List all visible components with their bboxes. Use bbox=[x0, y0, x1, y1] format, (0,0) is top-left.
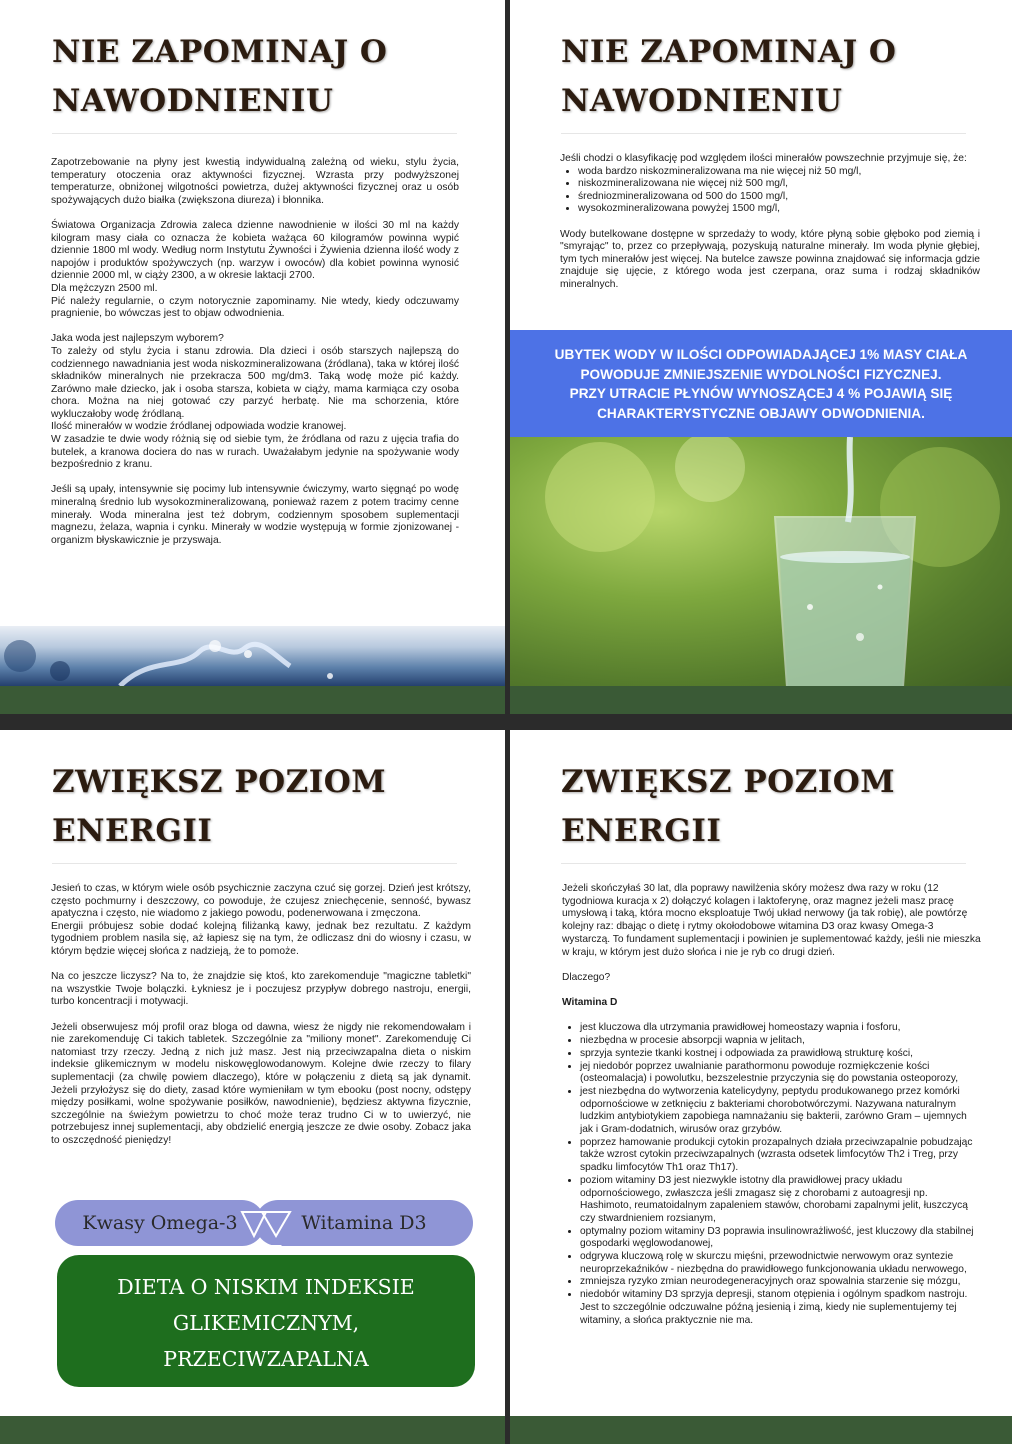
paragraph: Zapotrzebowanie na płyny jest kwestią indywidualną zależną od wieku, stylu życia, temperatury otoczenia oraz aktywności fizycznej. Wzrasta przy podwyższonej temperaturze, obniżonej wilgotności powietrza, dużej aktywności fizycznej oraz u osób spożywających dużo białka (zwiększona diureza) i błonnika. bbox=[51, 157, 459, 206]
list-item: • sprzyja syntezie tkanki kostnej i odpowiada za prawidłową strukturę kości, bbox=[580, 1048, 982, 1061]
divider bbox=[561, 863, 966, 864]
page-footer bbox=[0, 686, 505, 714]
paragraph: Dla mężczyzn 2500 ml. bbox=[51, 282, 158, 294]
list-item: • jej niedobór poprzez uwalnianie parathormonu powoduje rozmiękczenie kości (osteomalacja) i powolutku, bezszelestnie przyczynia się do powstania osteoporozy, bbox=[580, 1061, 982, 1086]
body-text bbox=[560, 153, 980, 304]
page-title bbox=[52, 28, 387, 126]
pill-label: Witamina D3 bbox=[301, 1212, 427, 1234]
paragraph: Ilość minerałów w wodzie źródlanej odpowiada wodzie kranowej. bbox=[51, 421, 347, 433]
page-footer bbox=[510, 1416, 1012, 1444]
list-item: • optymalny poziom witaminy D3 poprawia insulinowrażliwość, jest kluczowy dla stabilnej gospodarki węglowodanowej, bbox=[580, 1226, 982, 1251]
list-item: • poprzez hamowanie produkcji cytokin prozapalnych działa przeciwzapalnie pobudzając także wzrost cytokin przeciwzapalnych (wzrasta odsetek limfocytów Th2 i Treg, przy spadku limfocytów Th1 oraz Th17). bbox=[580, 1137, 982, 1175]
title-line-2: NAWODNIENIU bbox=[52, 83, 334, 119]
list-item: • poziom witaminy D3 jest niezwykle istotny dla prawidłowej pracy układu odpornościowego, zwłaszcza jeśli zmagasz się z chorobami z autoagresji np. Hashimoto, reumatoidalnym zapaleniem stawów, chorobami zapalnymi jelit, łuszczycą czy stwardnieniem rozsianym, bbox=[580, 1175, 982, 1226]
question-text: Jaka woda jest najlepszym wyborem? bbox=[51, 333, 224, 345]
paragraph: Jeśli chodzi o klasyfikację pod względem ilości minerałów powszechnie przyjmuje się, że: bbox=[560, 153, 967, 164]
page-energy-2 bbox=[510, 730, 1012, 1444]
body-text bbox=[51, 883, 471, 1160]
title-line-1: ZWIĘKSZ POZIOM bbox=[561, 764, 896, 800]
water-glass-image bbox=[510, 437, 1012, 687]
paragraph: Wody butelkowane dostępne w sprzedaży to wody, które płyną sobie głęboko pod ziemią i "smyrając" to, przez co przepływają, pozyskują naturalne minerały. Im woda płynie głębiej, tym tych minerałów jest więcej. Na butelce zawsze powinna znajdować się informacja gdzie znajduje się ujęcie, z którego woda jest czerpana, oraz suma i rodzaj składników mineralnych. bbox=[560, 228, 980, 290]
list-item: • wysokozmineralizowana powyżej 1500 mg/l, bbox=[578, 203, 980, 216]
list-item: • niskozmineralizowana nie więcej niż 500 mg/l, bbox=[578, 178, 980, 191]
title-line-1: NIE ZAPOMINAJ O bbox=[52, 34, 388, 70]
page-title bbox=[561, 758, 895, 856]
list-item: • niedobór witaminy D3 sprzyja depresji, stanom otępienia i ogólnym spadkom nastroju. Jest to szczególnie odczuwalne późną jesienią i zimą, kiedy nie suplementujemy tej witaminy, a słońca praktycznie nie ma. bbox=[580, 1289, 982, 1327]
banner-line: UBYTEK WODY W ILOŚCI ODPOWIADAJĄCEJ 1% MASY CIAŁA bbox=[554, 347, 968, 362]
page-hydration-2 bbox=[510, 0, 1012, 714]
title-line-1: ZWIĘKSZ POZIOM bbox=[52, 764, 387, 800]
mineral-classification-list bbox=[560, 166, 980, 216]
paragraph: Pić należy regularnie, o czym notorycznie zapominamy. Nie wtedy, kiedy odczuwamy pragnienie, bo wówczas jest to objaw odwodnienia. bbox=[51, 295, 459, 320]
water-splash-image bbox=[0, 626, 505, 686]
paragraph: Jeśli są upały, intensywnie się pocimy lub intensywnie ćwiczymy, warto sięgnąć po wodę mineralną średnio lub wysokozmineralizowaną, ponieważ razem z potem tracimy cenne minerały. Woda mineralna jest też dobrym, codziennym sposobem suplementacji magnezu, żelaza, wapnia i cynku. Minerały w wodzie występują w formie zjonizowanej - organizm błyskawicznie je przyswaja. bbox=[51, 484, 459, 546]
page-energy-1 bbox=[0, 730, 505, 1444]
vitamin-d-benefits-list bbox=[562, 1022, 982, 1327]
divider bbox=[52, 133, 457, 134]
omega-3-pill bbox=[55, 1200, 265, 1246]
title-line-2: ENERGII bbox=[561, 813, 722, 849]
page-footer bbox=[510, 686, 1012, 714]
paragraph: Jeżeli obserwujesz mój profil oraz bloga od dawna, wiesz że nigdy nie rekomendowałam i nie zarekomenduję Ci takich tabletek. Szczególnie za "miliony monet". Zarekomenduję Ci natomiast trzy rzeczy. Jedną z nich już masz. Jest nią przeciwzapalna dieta o niskim indeksie glikemicznym w modelu niskowęglowodanowym. Kolejne dwie rzeczy to filary suplementacji (za chwilę powiem dlaczego), które w połączeniu z dietą są jak dynamit. Jeżeli przyłożysz się do diety, zasad które wymieniłam w tym ebooku (post nocny, odstępy między posiłkami, wolne spożywanie posiłków, nawodnienie), będziesz aktywna fizycznie, szczególnie na świeżym powietrzu to choć może teraz trudno Ci w to uwierzyć, nie potrzebujesz innej suplementacji, aby obdzielić energią jeszcze ze dwie osoby. Zobacz jaka to oszczędność pieniędzy! bbox=[51, 1021, 471, 1146]
paragraph: Energii próbujesz sobie dodać kolejną filiżanką kawy, jednak bez rezultatu. Z każdym tygodniem problem nasila się, aż łapiesz się na tym, że odliczasz dni do wiosny i czasu, w którym będzie więcej słońca z nadzieją, że to pomoże. bbox=[51, 920, 471, 957]
title-line-1: NIE ZAPOMINAJ O bbox=[561, 34, 897, 70]
list-item: • średniozmineralizowana od 500 do 1500 mg/l, bbox=[578, 191, 980, 204]
page-hydration-1 bbox=[0, 0, 505, 714]
title-line-2: ENERGII bbox=[52, 813, 213, 849]
body-text bbox=[51, 157, 459, 560]
diet-line: DIETA O NISKIM INDEKSIE bbox=[117, 1275, 415, 1299]
diet-line: GLIKEMICZNYM, bbox=[172, 1311, 360, 1335]
list-item: • niezbędna w procesie absorpcji wapnia w jelitach, bbox=[580, 1035, 982, 1048]
banner-line: CHARAKTERYSTYCZNE OBJAWY ODWODNIENIA. bbox=[597, 405, 925, 421]
banner-line: POWODUJE ZMNIEJSZENIE WYDOLNOŚCI FIZYCZNEJ. bbox=[580, 366, 942, 382]
body-text bbox=[562, 883, 982, 1327]
paragraph: Jesień to czas, w którym wiele osób psychicznie zaczyna czuć się gorzej. Dzień jest krótszy, często pochmurny i deszczowy, co powoduje, że czujesz zniechęcenie, senność, bywasz apatyczna i często, nie wiadomo z jakiego powodu, podenerwowana i zmęczona. bbox=[51, 883, 471, 920]
paragraph: Na co jeszcze liczysz? Na to, że znajdzie się ktoś, kto zarekomenduje "magiczne tabletki" na wszystkie Twoje bolączki. Łykniesz je i poczujesz przypływ dobrego nastroju, energii, turbo koncentracji i motywacji. bbox=[51, 971, 471, 1008]
page-title bbox=[52, 758, 386, 856]
diet-box bbox=[57, 1255, 475, 1387]
page-footer bbox=[0, 1416, 505, 1444]
paragraph: Jeżeli skończyłaś 30 lat, dla poprawy nawilżenia skóry możesz dwa razy w roku (12 tygodniowa kuracja x 2) dołączyć kolagen i laktoferynę, oraz magnez jeżeli masz pracę umysłową i taką, która mocno eksploatuje Twój układ nerwowy (ja tak robię), ale powtórzę kolejny raz: dbając o dietę i rytmy okołodobowe witamina D3 oraz kwasy Omega-3 wystarczą. To fundament suplementacji i powinien je suplementować każdy, jeśli nie mieszka w kraju, w którym jest dużo słońca i nie je ryb co drugi dzień. bbox=[562, 883, 981, 958]
paragraph: W zasadzie te dwie wody różnią się od siebie tym, że źródlana od razu z ujęcia trafia do butelek, a kranowa dociera do nas w rurach. Uważałabym jedynie na spożywanie wody bezpośrednio z kranu. bbox=[51, 434, 459, 471]
pill-label: Kwasy Omega-3 bbox=[82, 1212, 238, 1234]
divider bbox=[52, 863, 457, 864]
dehydration-banner bbox=[510, 330, 1012, 437]
list-item: • zmniejsza ryzyko zmian neurodegeneracyjnych oraz spowalnia starzenie się mózgu, bbox=[580, 1276, 982, 1289]
list-item: • woda bardzo niskozmineralizowana ma nie więcej niż 50 mg/l, bbox=[578, 166, 980, 179]
diet-line: PRZECIWZAPALNA bbox=[163, 1347, 369, 1371]
list-item: • odgrywa kluczową rolę w skurczu mięśni, przewodnictwie nerwowym oraz syntezie neuroprzekaźników - niezbędna do prawidłowego funkcjonowania układu nerwowego, bbox=[580, 1251, 982, 1276]
question-text: Dlaczego? bbox=[562, 971, 611, 983]
section-heading: Witamina D bbox=[562, 997, 618, 1009]
paragraph: To zależy od stylu życia i stanu zdrowia. Dla dzieci i osób starszych najlepszą do codziennego nawadniania jest woda niskozmineralizowana (źródlana), taka w której ilość składników mineralnych nie przekracza 500 mg/dm3. Taką wodę może pić każdy. Zarówno małe dziecko, jak i osoba starsza, kobieta w ciąży, mama karmiąca czy osoba chora. Można na niej gotować czy parzyć herbatę. Nie ma schorzenia, które wykluczałoby wodę źródlaną. bbox=[51, 345, 459, 420]
list-item: • jest kluczowa dla utrzymania prawidłowej homeostazy wapnia i fosforu, bbox=[580, 1022, 982, 1035]
divider bbox=[561, 133, 966, 134]
paragraph: Światowa Organizacja Zdrowia zaleca dzienne nawodnienie w ilości 30 ml na każdy kilogram masy ciała co oznacza że kobieta ważąca 60 kilogramów powinna wypić dziennie 1800 ml wody. Według norm Instytutu Żywności i Żywienia dzienna ilość wody z napojów i produktów spożywczych (np. warzyw i owoców) dla kobiet powinna wynosić dziennie 2000 ml, w ciąży 2300, a w okresie laktacji 2700. bbox=[51, 219, 459, 282]
title-line-2: NAWODNIENIU bbox=[561, 83, 843, 119]
list-item: • jest niezbędna do wytworzenia katelicydyny, peptydu produkowanego przez komórki odpornościowe w zetknięciu z bakteriami chorobotwórczymi. Nazywana naturalnym ludzkim antybiotykiem zapobiega namnażaniu się bakterii, zarówno Gram – ujemnych jak i Gram-dodatnich, wirusów oraz grzybów. bbox=[580, 1086, 982, 1137]
page-title bbox=[561, 28, 896, 126]
banner-line: PRZY UTRACIE PŁYNÓW WYNOSZĄCEJ 4 % POJAWIĄ SIĘ bbox=[569, 386, 953, 401]
